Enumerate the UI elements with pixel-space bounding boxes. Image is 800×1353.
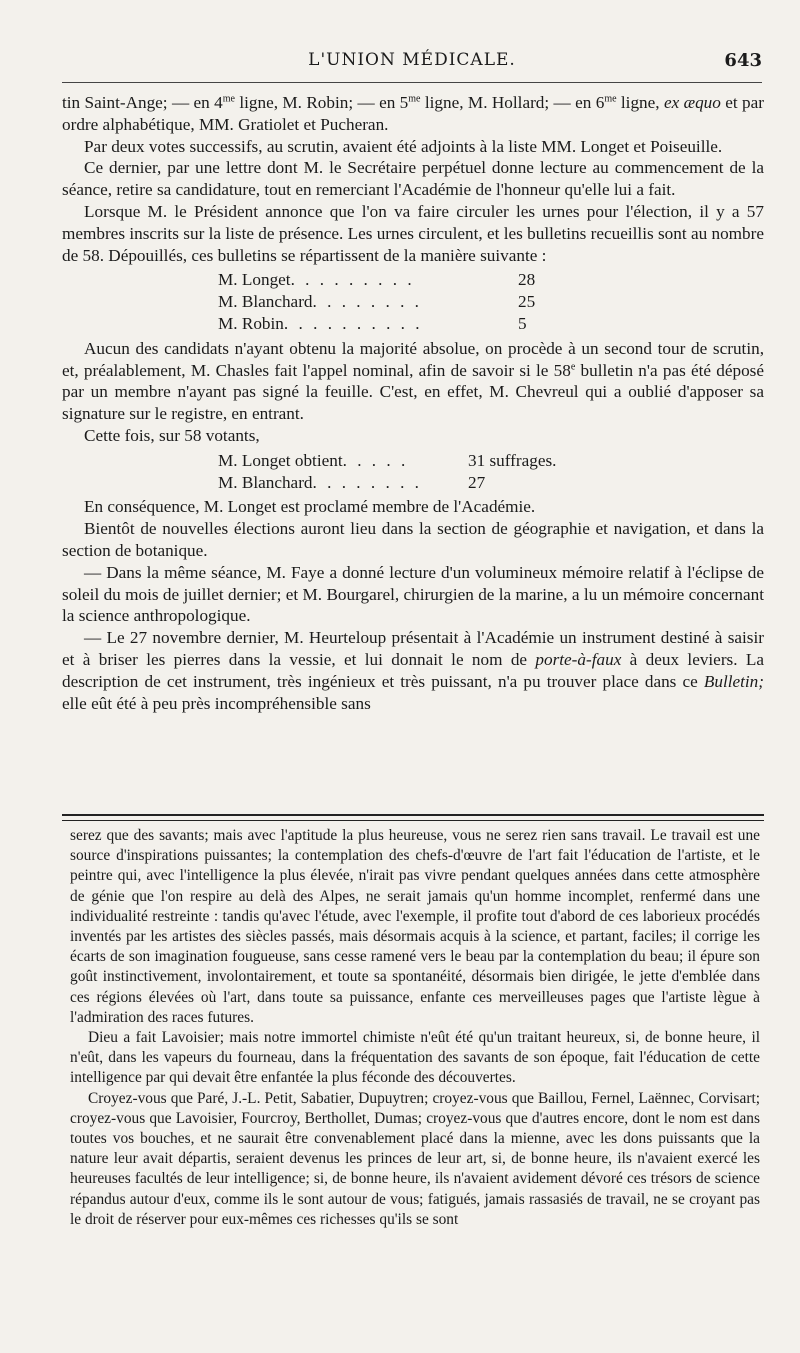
first-vote-table bbox=[218, 269, 764, 334]
paragraph-adjoined: Par deux votes successifs, au scrutin, avaient été adjoints à la liste MM. Longet et Poiseuille. bbox=[84, 136, 723, 156]
vote-row bbox=[218, 472, 578, 494]
main-column bbox=[62, 92, 764, 714]
vote-count: 27 bbox=[468, 472, 486, 492]
vote-row bbox=[218, 269, 548, 291]
vote-row bbox=[218, 450, 578, 472]
leader-dots: . . . . . . . . bbox=[312, 292, 422, 312]
page-header bbox=[62, 50, 762, 80]
leader-dots: . . . . . bbox=[342, 450, 409, 470]
header-rule bbox=[62, 82, 762, 83]
leader-dots: . . . . . . . . . . bbox=[283, 313, 423, 333]
candidate-name: M. Longet obtient bbox=[218, 450, 343, 470]
paragraph-second-round: Aucun des candidats n'ayant obtenu la majorité absolue, on procède à un second tour de scrutin, et, préalablement, M. Chasles fait l'appel nominal, afin de savoir si le 58e bulletin n'a pas été déposé par un membre n'ayant pas signé la feuille. C'est, en effet, M. Chevreul qui a oublié d'apposer sa signature sur le registre, en entrant. bbox=[62, 338, 764, 424]
vote-count: 28 bbox=[518, 270, 536, 290]
feuilleton-column bbox=[70, 826, 760, 1230]
paragraph-votants: Cette fois, sur 58 votants, bbox=[84, 425, 260, 445]
feuilleton-paragraph: serez que des savants; mais avec l'aptitude la plus heureuse, vous ne serez rien sans travail. Le travail est une source d'inspirations puissantes; la contemplation des chefs-d'œuvre de l'art fait l'éducation de l'artiste, et le peintre qui, avec l'intelligence la plus élevée, n'irait pas vivre pendant quelques années dans cette atmosphère de génie que l'on respire au delà des Alpes, ne serait jamais qu'un homme incomplet, renfermé dans une individualité restreinte : tandis qu'avec l'étude, avec l'exemple, il profite tout d'abord de ces laborieux procédés inventés par les artistes des siècles passés, mais désormais acquis à la science, et partant, faciles; il corrige les écarts de son imagination fougueuse, sans cesse ramené vers le beau par la contemplation du beau; il épure son goût instinctivement, involontairement, et toute sa spontanéité, désormais bien dirigée, le jette d'emblée dans ces régions élevées où l'art, dans toute sa puissance, enfante ces merveilleuses pages que l'artiste lègue à l'admiration des races futures. bbox=[70, 827, 760, 1026]
paragraph-ranking: tin Saint-Ange; — en $4^{me}$ ligne, M. Robin; — en $5^{me}$ ligne, M. Hollard; — en $6^{me}$ ligne, ex æquo et par ordre alphabétique, MM. Gratiolet et Pucheran. bbox=[62, 93, 764, 134]
leader-dots: . . . . . . . . . bbox=[290, 270, 415, 290]
vote-count: 31 suffrages. bbox=[468, 450, 557, 470]
feuilleton-paragraph: Croyez-vous que Paré, J.-L. Petit, Sabatier, Dupuytren; croyez-vous que Baillou, Fernel, Laënnec, Corvisart; croyez-vous que Lavoisier, Fourcroy, Berthollet, Dumas; croyez-vous que d'autres encore, dont le nom est dans toutes vos bouches, et ne saurait être convenablement placé dans la mienne, avec les dons puissants que la nature leur avait départis, seraient devenus les princes de leur art, si, de bonne heure, ils n'avaient exercé les heureuses facultés de leur intelligence; si, de bonne heure, ils n'avaient avidement dévoré ces trésors de science répandus autour d'eux, comme ils le sont autour de vous; fatigués, jamais rassasiés de travail, ne se croyant pas le droit de réserver pour eux-mêmes ces richesses qu'ils se sont bbox=[70, 1089, 760, 1228]
candidate-name: M. Blanchard bbox=[218, 292, 313, 312]
second-vote-table bbox=[218, 450, 764, 494]
vote-count: 25 bbox=[518, 292, 536, 312]
running-title: L'UNION MÉDICALE. bbox=[308, 50, 516, 70]
paragraph-heurteloup: — Le 27 novembre dernier, M. Heurteloup présentait à l'Académie un instrument destiné à saisir et à briser les pierres dans la vessie, et lui donnait le nom de porte-à-faux à deux leviers. La description de cet instrument, très ingénieux et très puissant, n'a pu trouver place dans ce Bulletin; elle eût été à peu près incompréhensible sans bbox=[62, 628, 765, 713]
candidate-name: M. Blanchard bbox=[218, 472, 313, 492]
feuilleton-separator bbox=[62, 814, 764, 821]
page-number: 643 bbox=[724, 50, 762, 71]
feuilleton-paragraph: Dieu a fait Lavoisier; mais notre immortel chimiste n'eût été qu'un traitant heureux, si, de bonne heure, il n'eût, dans les vapeurs du fourneau, dans la fréquentation des savants de son époque, fait l'éducation de cette intelligence par qui devait être enfantée la plus féconde des découvertes. bbox=[70, 1029, 760, 1087]
paragraph-election: Lorsque M. le Président annonce que l'on va faire circuler les urnes pour l'élection, il y a 57 membres inscrits sur la liste de présence. Les urnes circulent, et les bulletins recueillis sont au nombre de 58. Dépouillés, ces bulletins se répartissent de la manière suivante : bbox=[62, 201, 764, 265]
vote-row bbox=[218, 313, 548, 335]
leader-dots: . . . . . . . . bbox=[312, 472, 422, 492]
candidate-name: M. Robin bbox=[218, 313, 284, 333]
vote-row bbox=[218, 291, 548, 313]
vote-count: 5 bbox=[518, 313, 527, 333]
paragraph-proclamation: En conséquence, M. Longet est proclamé membre de l'Académie. bbox=[84, 497, 536, 517]
paragraph-new-elections: Bientôt de nouvelles élections auront lieu dans la section de géographie et navigation, et dans la section de botanique. bbox=[62, 519, 764, 560]
paragraph-withdrawal: Ce dernier, par une lettre dont M. le Secrétaire perpétuel donne lecture au commencement de la séance, retire sa candidature, tout en remerciant l'Académie de l'honneur qu'elle lui a fait. bbox=[62, 158, 764, 200]
paragraph-faye: — Dans la même séance, M. Faye a donné lecture d'un volumineux mémoire relatif à l'éclipse de soleil du mois de juillet dernier; et M. Bourgarel, chirurgien de la marine, a lu un mémoire concernant la science anthropologique. bbox=[62, 562, 764, 626]
candidate-name: M. Longet bbox=[218, 270, 291, 290]
